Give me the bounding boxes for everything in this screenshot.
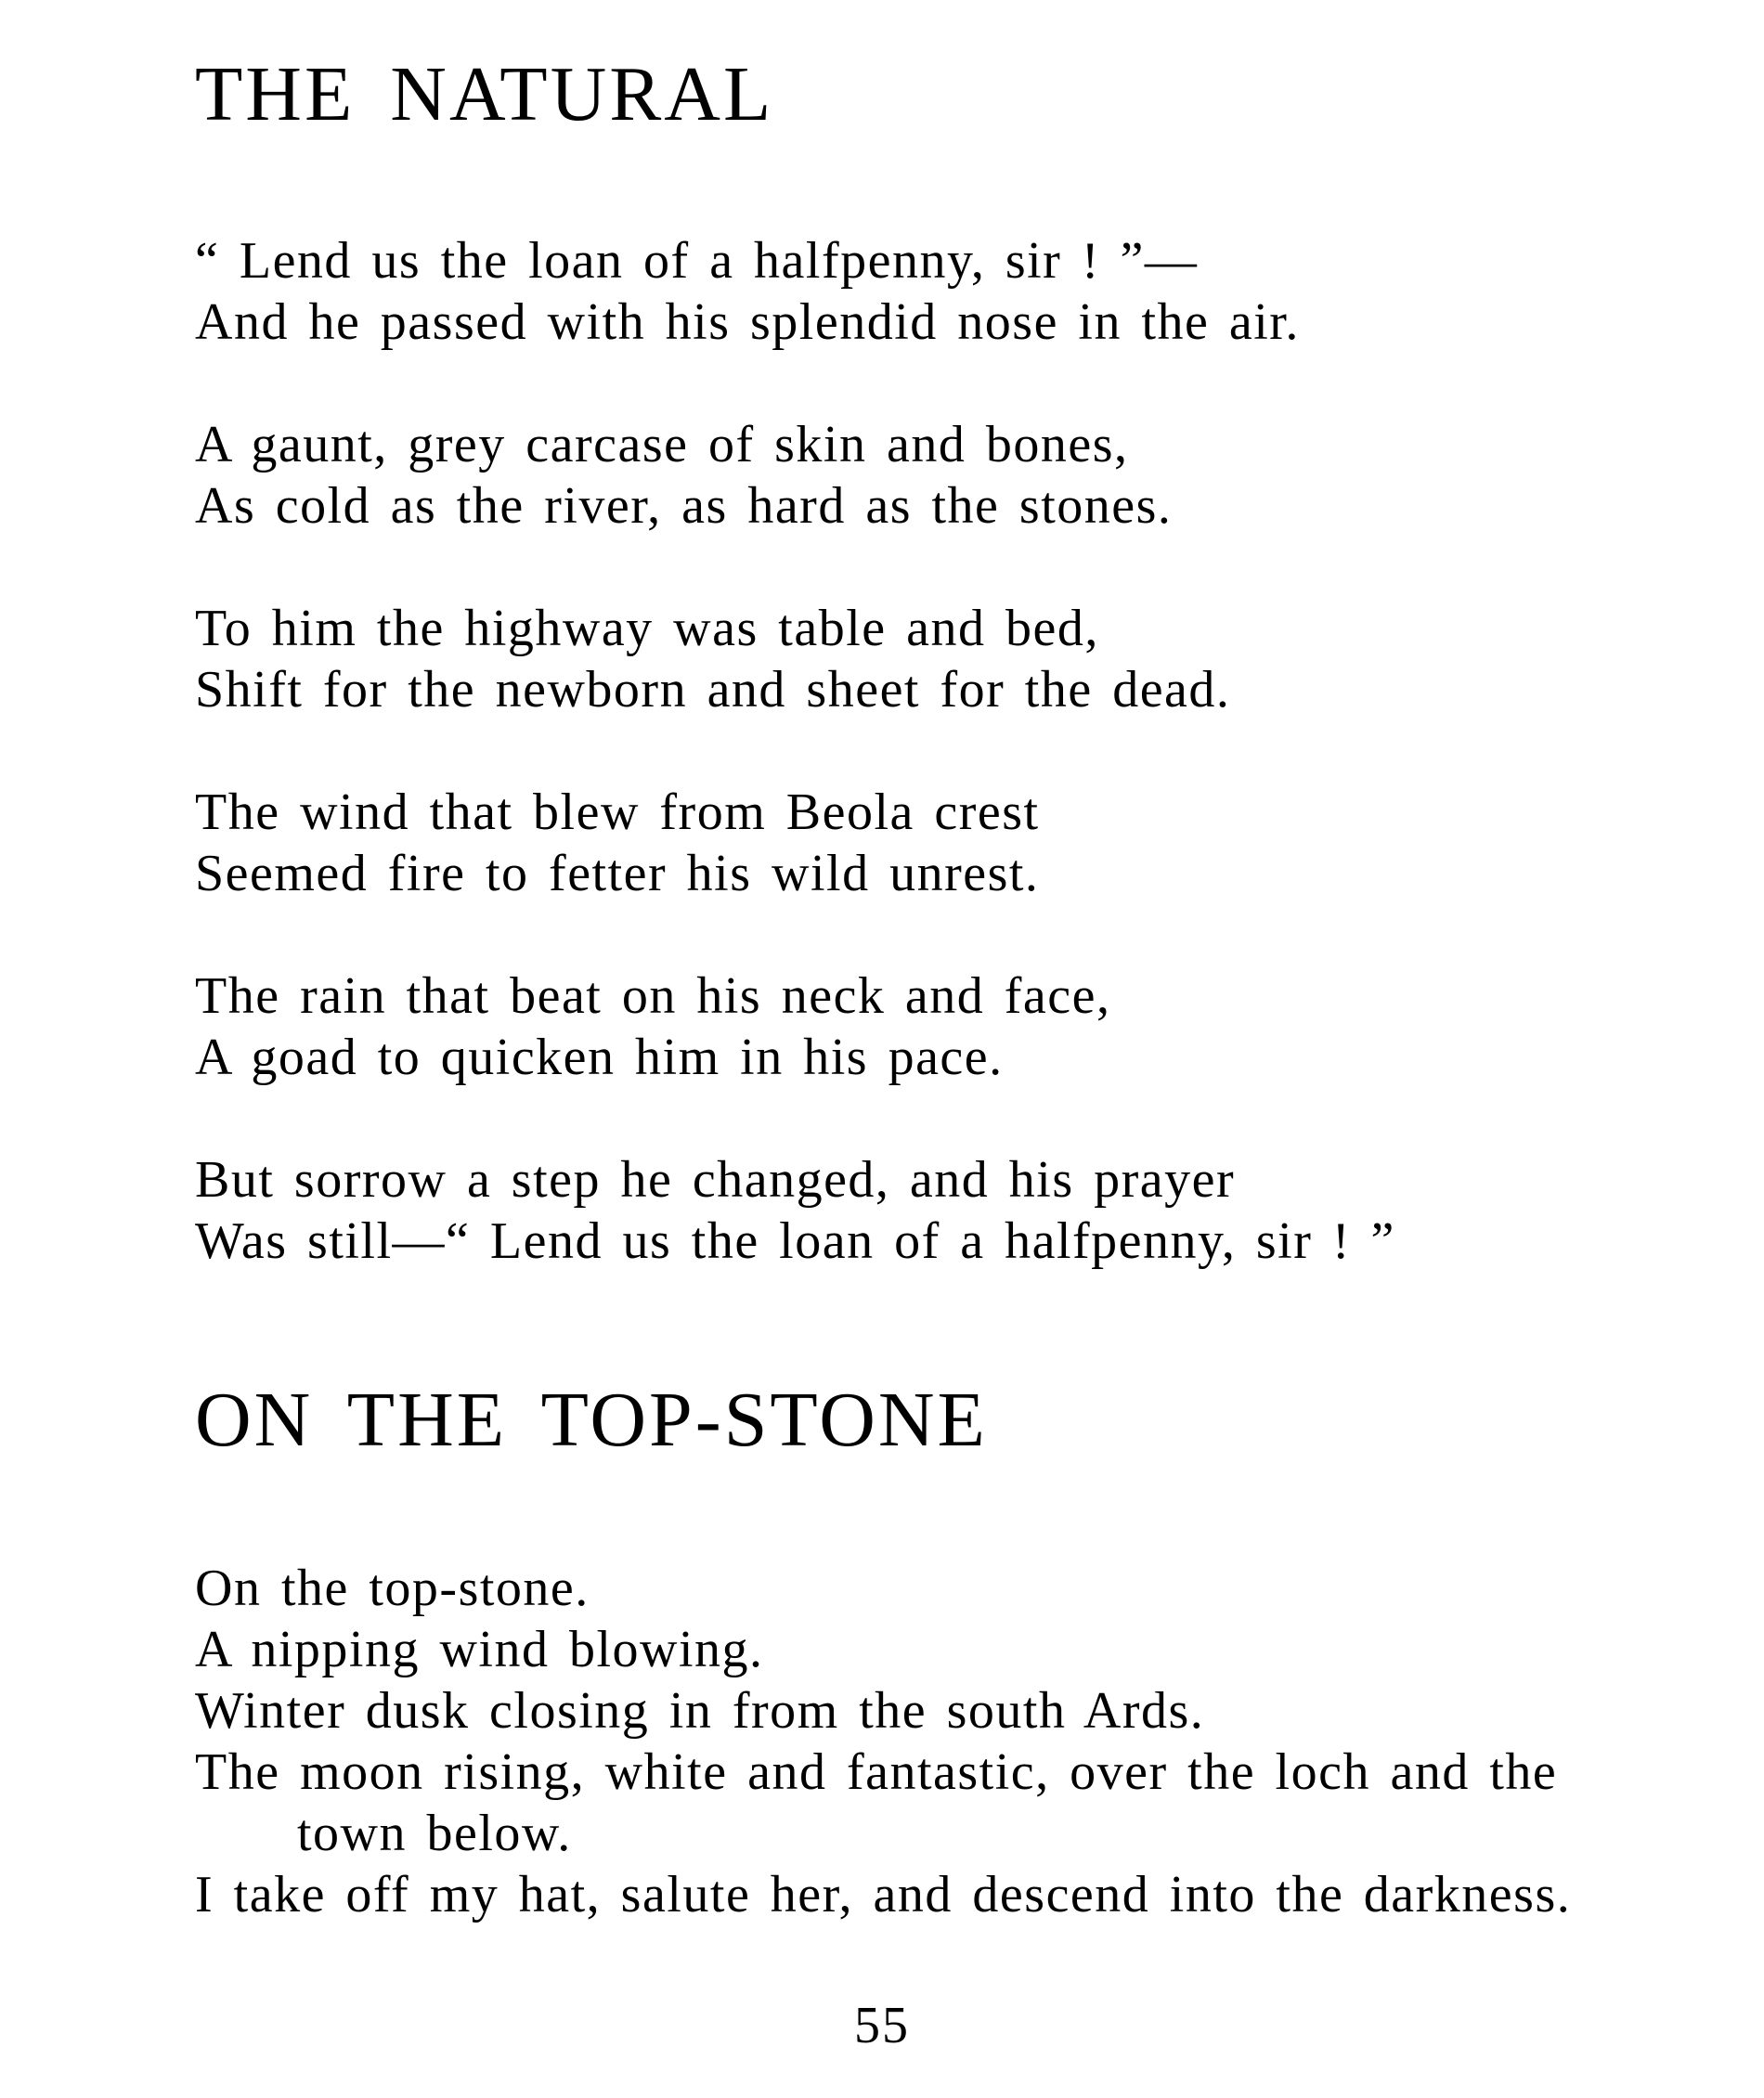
stanza xyxy=(195,598,1588,720)
poem-the-natural xyxy=(195,48,1588,1333)
stanza xyxy=(195,414,1588,537)
verse-line: On the top-stone. xyxy=(195,1560,590,1617)
verse-line: But sorrow a step he changed, and his prayer xyxy=(195,1151,1236,1209)
poem-body xyxy=(195,1558,1588,1925)
poem-title: THE NATURAL xyxy=(195,51,774,137)
verse-line: Winter dusk closing in from the south Ards. xyxy=(195,1682,1205,1740)
verse-line: And he passed with his splendid nose in the air. xyxy=(195,293,1300,351)
verse-line: A gaunt, grey carcase of skin and bones, xyxy=(195,416,1129,473)
verse-line: As cold as the river, as hard as the stones. xyxy=(195,477,1173,535)
verse-line: To him the highway was table and bed, xyxy=(195,600,1099,657)
stanza xyxy=(195,230,1588,353)
verse-line: Was still—“ Lend us the loan of a halfpenny, sir ! ” xyxy=(195,1212,1395,1270)
verse-line: A nipping wind blowing. xyxy=(195,1621,764,1678)
stanza xyxy=(195,1149,1588,1272)
verse-line: “ Lend us the loan of a halfpenny, sir ! ”— xyxy=(195,232,1199,290)
verse-line: Seemed fire to fetter his wild unrest. xyxy=(195,845,1040,902)
poem-on-the-top-stone xyxy=(195,1374,1588,1925)
verse-line: A goad to quicken him in his pace. xyxy=(195,1029,1004,1086)
poem-body xyxy=(195,230,1588,1272)
verse-line: I take off my hat, salute her, and descend into the darkness. xyxy=(195,1866,1572,1923)
poem-title: ON THE TOP-STONE xyxy=(195,1377,988,1463)
verse-line: The rain that beat on his neck and face, xyxy=(195,967,1111,1025)
verse-line: The moon rising, white and fantastic, over the loch and the town below. xyxy=(195,1743,1558,1862)
stanza xyxy=(195,782,1588,904)
verse-line: Shift for the newborn and sheet for the dead. xyxy=(195,661,1231,719)
stanza xyxy=(195,965,1588,1088)
page-number: 55 xyxy=(854,1997,910,2054)
verse-line: The wind that blew from Beola crest xyxy=(195,784,1040,841)
